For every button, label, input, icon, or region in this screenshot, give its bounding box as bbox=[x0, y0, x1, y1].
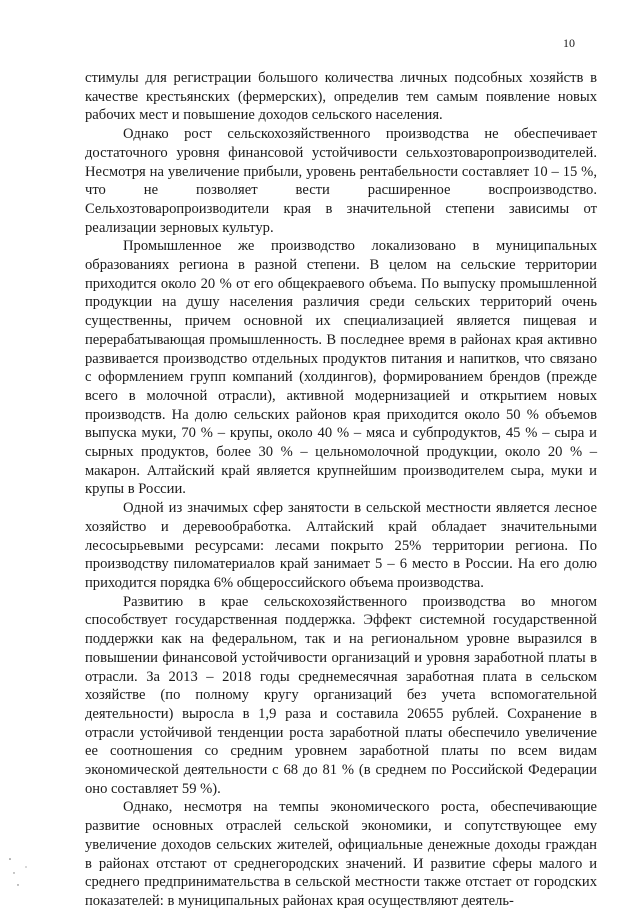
page-number: 10 bbox=[563, 36, 575, 50]
paragraph-financial-stability: Однако рост сельскохозяйственного производства не обеспечивает достаточного уровня финансовой устойчивости сельхозтоваропроизводителей. Несмотря на увеличение прибыли, уровень рентабельности составляет 10 – 15 %, что не позволяет вести расширенное воспроизводство. Сельхозтоваропроизводители края в значительной степени зависимы от реализации зерновых культур. bbox=[85, 126, 597, 236]
paragraph-income-gap: Однако, несмотря на темпы экономического роста, обеспечивающие развитие основных отраслей сельской экономики, и сопутствующее ему увеличение доходов сельских жителей, официальные денежные доходы граждан в районах отстают от среднегородских значений. И развитие сферы малого и среднего предпринимательства в сельской местности также отстает от городских показателей: в муниципальных районах края осуществляют деятель- bbox=[85, 799, 597, 909]
document-body bbox=[85, 69, 597, 911]
paragraph-continuation: стимулы для регистрации большого количества личных подсобных хозяйств в качестве крестьянских (фермерских), определив тем самым появление новых рабочих мест и повышение доходов сельского населения. bbox=[85, 70, 597, 124]
paragraph-forestry: Одной из значимых сфер занятости в сельской местности является лесное хозяйство и деревообработка. Алтайский край обладает значительными лесосырьевыми ресурсами: лесами покрыто 25% территории региона. По производству пиломатериалов край занимает 5 – 6 место в России. На его долю приходится порядка 6% общероссийского объема производства. bbox=[85, 500, 597, 591]
paragraph-state-support: Развитию в крае сельскохозяйственного производства во многом способствует государственная поддержка. Эффект системной государственной поддержки как на федеральном, так и на региональном уровне выразился в повышении финансовой устойчивости организаций и уровня заработной платы в отрасли. За 2013 – 2018 годы среднемесячная заработная плата в сельском хозяйстве (по полному кругу организаций без учета вспомогательной деятельности) выросла в 1,9 раза и составила 20655 рублей. Сохранение в отрасли устойчивой тенденции роста заработной платы обеспечило увеличение ее соотношения со средним уровнем заработной платы по всем видам экономической деятельности с 68 до 81 % (в среднем по Российской Федерации оно составляет 59 %). bbox=[85, 593, 597, 797]
scan-specks bbox=[4, 855, 44, 895]
paragraph-industrial-production: Промышленное же производство локализовано в муниципальных образованиях региона в разной степени. В целом на сельские территории приходится около 20 % от его общекраевого объема. По выпуску промышленной продукции на душу населения различия среди сельских территорий очень существенны, причем основной их специализацией является пищевая и перерабатывающая промышленность. В последнее время в районах края активно развивается производство отдельных продуктов питания и напитков, что связано с оформлением групп компаний (холдингов), формированием брендов (прежде всего в молочной отрасли), активной модернизацией и открытием новых производств. На долю сельских районов края приходится около 50 % объемов выпуска муки, 70 % – крупы, около 40 % – мяса и субпродуктов, 45 % – сыра и сырных продуктов, более 30 % – цельномолочной продукции, около 20 % – макарон. Алтайский край является крупнейшим производителем сыра, муки и крупы в России. bbox=[85, 238, 597, 498]
